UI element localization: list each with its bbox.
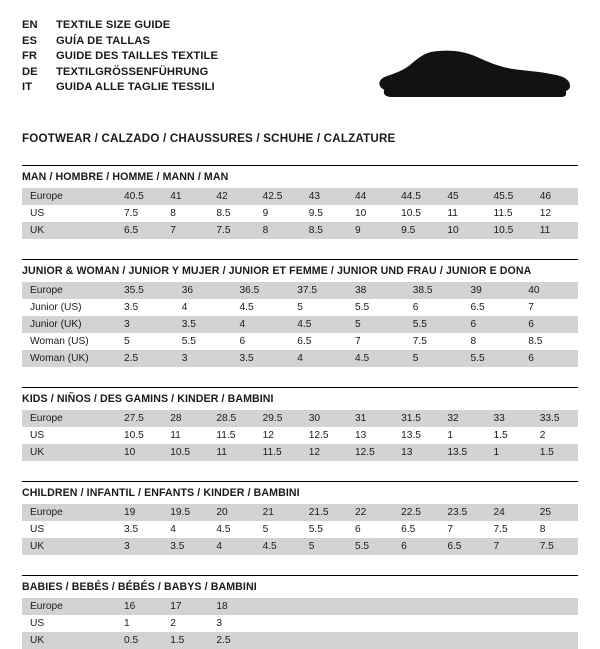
cell: 5: [405, 350, 463, 367]
row-label: Europe: [22, 598, 116, 615]
cell: 21: [255, 504, 301, 521]
cell: 3.5: [162, 538, 208, 555]
cell: 7: [162, 222, 208, 239]
cell-empty: [486, 632, 532, 649]
language-row: [22, 18, 578, 34]
block-title: KIDS / NIÑOS / DES GAMINS / KINDER / BAMBINI: [22, 393, 274, 405]
cell: 1: [116, 615, 162, 632]
cell: 29.5: [255, 410, 301, 427]
cell: 1: [486, 444, 532, 461]
cell: 5: [255, 521, 301, 538]
cell: 11.5: [255, 444, 301, 461]
row-label: UK: [22, 632, 116, 649]
cell: 5: [289, 299, 347, 316]
cell: 11: [162, 427, 208, 444]
cell: 42: [208, 188, 254, 205]
cell: 6.5: [463, 299, 521, 316]
size-block-babies: [22, 575, 578, 649]
cell-empty: [439, 615, 485, 632]
row-label: Woman (UK): [22, 350, 116, 367]
size-table-junior-woman: [22, 282, 578, 367]
cell: 6: [463, 316, 521, 333]
cell: 5.5: [405, 316, 463, 333]
table-row: [22, 299, 578, 316]
cell: 3.5: [116, 521, 162, 538]
cell: 28: [162, 410, 208, 427]
cell: 4.5: [232, 299, 290, 316]
table-row: [22, 316, 578, 333]
cell: 1: [439, 427, 485, 444]
cell: 3: [174, 350, 232, 367]
block-title: CHILDREN / INFANTIL / ENFANTS / KINDER / BAMBINI: [22, 487, 300, 499]
cell: 11: [439, 205, 485, 222]
cell: 4: [162, 521, 208, 538]
cell: 2: [162, 615, 208, 632]
table-row: [22, 427, 578, 444]
table-row: [22, 632, 578, 649]
cell-empty: [532, 615, 578, 632]
cell-empty: [301, 632, 347, 649]
cell: 30: [301, 410, 347, 427]
cell: 7.5: [208, 222, 254, 239]
cell: 44: [347, 188, 393, 205]
cell: 9: [255, 205, 301, 222]
cell: 13: [347, 427, 393, 444]
size-block-man: [22, 165, 578, 239]
cell: 8: [162, 205, 208, 222]
cell: 4.5: [347, 350, 405, 367]
cell: 3.5: [174, 316, 232, 333]
cell: 13: [393, 444, 439, 461]
cell: 16: [116, 598, 162, 615]
cell: 11: [208, 444, 254, 461]
cell: 12: [255, 427, 301, 444]
cell: 9.5: [301, 205, 347, 222]
table-row: [22, 504, 578, 521]
cell-empty: [347, 632, 393, 649]
cell: 2.5: [116, 350, 174, 367]
cell: 10.5: [116, 427, 162, 444]
cell: 25: [532, 504, 578, 521]
cell: 8: [255, 222, 301, 239]
table-row: [22, 521, 578, 538]
cell-empty: [393, 598, 439, 615]
row-label: Woman (US): [22, 333, 116, 350]
cell: 36: [174, 282, 232, 299]
cell: 4: [174, 299, 232, 316]
cell: 43: [301, 188, 347, 205]
cell: 7: [347, 333, 405, 350]
cell: 19.5: [162, 504, 208, 521]
cell: 24: [486, 504, 532, 521]
cell-empty: [439, 632, 485, 649]
table-row: [22, 333, 578, 350]
row-label: Europe: [22, 410, 116, 427]
language-title: GUIDE DES TAILLES TEXTILE: [56, 50, 219, 62]
table-row: [22, 615, 578, 632]
cell: 9.5: [393, 222, 439, 239]
table-row: [22, 598, 578, 615]
cell-empty: [486, 615, 532, 632]
cell: 36.5: [232, 282, 290, 299]
size-block-junior-woman: [22, 259, 578, 367]
cell: 2: [532, 427, 578, 444]
cell: 5.5: [347, 538, 393, 555]
cell: 5.5: [347, 299, 405, 316]
cell: 23.5: [439, 504, 485, 521]
cell: 33.5: [532, 410, 578, 427]
cell: 6: [520, 350, 578, 367]
cell-empty: [393, 615, 439, 632]
cell: 38.5: [405, 282, 463, 299]
cell: 1.5: [486, 427, 532, 444]
cell: 37.5: [289, 282, 347, 299]
size-table-children: [22, 504, 578, 555]
cell: 38: [347, 282, 405, 299]
cell: 9: [347, 222, 393, 239]
cell: 6.5: [393, 521, 439, 538]
cell: 10.5: [162, 444, 208, 461]
cell: 1.5: [532, 444, 578, 461]
cell: 40.5: [116, 188, 162, 205]
cell-empty: [347, 598, 393, 615]
cell: 6: [520, 316, 578, 333]
language-title: TEXTILGRÖSSENFÜHRUNG: [56, 65, 209, 78]
table-row: [22, 282, 578, 299]
cell: 3: [116, 538, 162, 555]
page-header: [22, 18, 578, 114]
block-title: BABIES / BEBÉS / BÉBÉS / BABYS / BAMBINI: [22, 581, 257, 593]
block-title: JUNIOR & WOMAN / JUNIOR Y MUJER / JUNIOR ET FEMME / JUNIOR UND FRAU / JUNIOR E DONA: [22, 265, 532, 277]
cell: 3: [116, 316, 174, 333]
cell: 1.5: [162, 632, 208, 649]
cell: 6.5: [439, 538, 485, 555]
language-title: TEXTILE SIZE GUIDE: [56, 19, 171, 31]
footwear-section-title: FOOTWEAR / CALZADO / CHAUSSURES / SCHUHE / CALZATURE: [22, 132, 396, 145]
cell: 40: [520, 282, 578, 299]
table-row: [22, 188, 578, 205]
cell: 3.5: [232, 350, 290, 367]
cell-empty: [255, 615, 301, 632]
cell: 5: [301, 538, 347, 555]
cell: 3: [208, 615, 254, 632]
cell: 7.5: [116, 205, 162, 222]
cell: 4: [232, 316, 290, 333]
row-label: Junior (UK): [22, 316, 116, 333]
size-table-man: [22, 188, 578, 239]
size-block-children: [22, 481, 578, 555]
row-label: UK: [22, 444, 116, 461]
cell-empty: [255, 598, 301, 615]
cell: 31: [347, 410, 393, 427]
cell: 45.5: [486, 188, 532, 205]
cell: 44.5: [393, 188, 439, 205]
row-label: Europe: [22, 282, 116, 299]
cell: 6.5: [116, 222, 162, 239]
cell: 8.5: [520, 333, 578, 350]
cell: 7: [520, 299, 578, 316]
row-label: Junior (US): [22, 299, 116, 316]
cell: 6: [347, 521, 393, 538]
cell: 4.5: [289, 316, 347, 333]
table-row: [22, 350, 578, 367]
cell: 10: [439, 222, 485, 239]
language-code: ES: [22, 34, 38, 47]
cell: 10.5: [393, 205, 439, 222]
cell: 21.5: [301, 504, 347, 521]
cell: 19: [116, 504, 162, 521]
table-row: [22, 538, 578, 555]
cell: 11: [532, 222, 578, 239]
row-label: Europe: [22, 188, 116, 205]
row-label: UK: [22, 222, 116, 239]
block-title: MAN / HOMBRE / HOMME / MANN / MAN: [22, 171, 229, 183]
row-label: UK: [22, 538, 116, 555]
cell: 6: [232, 333, 290, 350]
table-row: [22, 410, 578, 427]
cell: 5: [347, 316, 405, 333]
cell: 32: [439, 410, 485, 427]
dress-shoe-icon: [376, 40, 572, 102]
cell: 8.5: [301, 222, 347, 239]
cell: 10: [347, 205, 393, 222]
cell: 12: [532, 205, 578, 222]
cell: 5.5: [463, 350, 521, 367]
cell: 46: [532, 188, 578, 205]
language-code: EN: [22, 19, 38, 31]
cell: 2.5: [208, 632, 254, 649]
row-label: US: [22, 521, 116, 538]
row-label: US: [22, 615, 116, 632]
cell: 4: [208, 538, 254, 555]
cell: 27.5: [116, 410, 162, 427]
cell: 7.5: [486, 521, 532, 538]
cell: 8: [463, 333, 521, 350]
size-table-babies: [22, 598, 578, 649]
cell: 13.5: [439, 444, 485, 461]
cell: 28.5: [208, 410, 254, 427]
cell-empty: [439, 598, 485, 615]
size-table-kids: [22, 410, 578, 461]
cell-empty: [301, 598, 347, 615]
language-code: DE: [22, 65, 38, 78]
cell-empty: [393, 632, 439, 649]
language-code: IT: [22, 81, 33, 93]
cell: 12.5: [301, 427, 347, 444]
cell: 4: [289, 350, 347, 367]
language-title: GUÍA DE TALLAS: [56, 34, 151, 47]
cell: 45: [439, 188, 485, 205]
size-block-kids: [22, 387, 578, 461]
cell: 31.5: [393, 410, 439, 427]
cell: 41: [162, 188, 208, 205]
cell: 10: [116, 444, 162, 461]
cell-empty: [486, 598, 532, 615]
cell: 8.5: [208, 205, 254, 222]
row-label: Europe: [22, 504, 116, 521]
cell: 7.5: [532, 538, 578, 555]
cell: 35.5: [116, 282, 174, 299]
cell-empty: [255, 632, 301, 649]
cell: 6: [405, 299, 463, 316]
cell-empty: [347, 615, 393, 632]
cell: 20: [208, 504, 254, 521]
language-code: FR: [22, 50, 38, 62]
cell: 11.5: [208, 427, 254, 444]
row-label: US: [22, 427, 116, 444]
table-row: [22, 444, 578, 461]
cell: 22: [347, 504, 393, 521]
cell: 5.5: [174, 333, 232, 350]
cell: 10.5: [486, 222, 532, 239]
cell: 8: [532, 521, 578, 538]
cell: 5.5: [301, 521, 347, 538]
cell: 0.5: [116, 632, 162, 649]
cell: 17: [162, 598, 208, 615]
cell: 7.5: [405, 333, 463, 350]
cell-empty: [301, 615, 347, 632]
cell: 4.5: [208, 521, 254, 538]
cell: 18: [208, 598, 254, 615]
cell: 4.5: [255, 538, 301, 555]
cell: 33: [486, 410, 532, 427]
cell: 12.5: [347, 444, 393, 461]
cell: 39: [463, 282, 521, 299]
cell: 3.5: [116, 299, 174, 316]
table-row: [22, 205, 578, 222]
table-row: [22, 222, 578, 239]
cell: 11.5: [486, 205, 532, 222]
cell: 6: [393, 538, 439, 555]
cell: 12: [301, 444, 347, 461]
cell-empty: [532, 598, 578, 615]
cell: 7: [439, 521, 485, 538]
cell: 42.5: [255, 188, 301, 205]
cell: 6.5: [289, 333, 347, 350]
cell: 5: [116, 333, 174, 350]
row-label: US: [22, 205, 116, 222]
cell: 22.5: [393, 504, 439, 521]
cell: 13.5: [393, 427, 439, 444]
cell-empty: [532, 632, 578, 649]
language-title: GUIDA ALLE TAGLIE TESSILI: [56, 81, 215, 93]
cell: 7: [486, 538, 532, 555]
